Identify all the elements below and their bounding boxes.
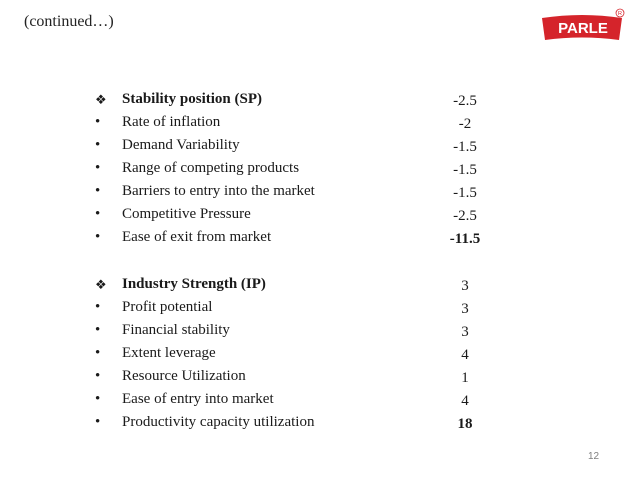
- item-label: Productivity capacity utilization: [122, 414, 315, 430]
- list-item: [95, 365, 515, 388]
- page-number: 12: [588, 451, 600, 462]
- item-label: Ease of entry into market: [122, 391, 274, 407]
- item-value: 1: [461, 370, 469, 386]
- item-label: Ease of exit from market: [122, 229, 272, 245]
- list-item: [95, 226, 515, 249]
- item-label: Demand Variability: [122, 137, 240, 153]
- item-value: 4: [461, 393, 469, 409]
- list-item: [95, 134, 515, 157]
- total-value: -11.5: [449, 231, 481, 247]
- list-item: [95, 203, 515, 226]
- item-value: 3: [461, 301, 469, 317]
- section-heading-stability: [95, 88, 515, 111]
- bullet-icon: •: [95, 137, 101, 153]
- list-item: [95, 388, 515, 411]
- diamond-bullet-icon: ❖: [95, 92, 107, 107]
- section-heading-industry: [95, 273, 515, 296]
- parle-logo: [539, 8, 625, 45]
- section-spacer: [95, 249, 515, 273]
- bullet-icon: •: [95, 322, 101, 338]
- item-label: Profit potential: [122, 299, 213, 315]
- diamond-bullet-icon: ❖: [95, 277, 107, 292]
- bullet-icon: •: [95, 160, 101, 176]
- bullet-icon: •: [95, 183, 101, 199]
- item-value: -2: [458, 116, 472, 132]
- item-label: Competitive Pressure: [122, 206, 251, 222]
- item-value: -1.5: [453, 185, 477, 201]
- list-item: [95, 111, 515, 134]
- item-label: Extent leverage: [122, 345, 216, 361]
- list-item: [95, 296, 515, 319]
- registered-mark: R: [618, 11, 622, 17]
- section-value: -2.5: [453, 93, 477, 109]
- item-label: Resource Utilization: [122, 368, 246, 384]
- item-value: 3: [461, 324, 469, 340]
- bullet-icon: •: [95, 229, 101, 245]
- factor-list: [95, 88, 515, 434]
- section-value: 3: [461, 278, 469, 294]
- item-value: -2.5: [453, 208, 477, 224]
- item-value: -1.5: [453, 162, 477, 178]
- item-label: Range of competing products: [122, 160, 300, 176]
- bullet-icon: •: [95, 114, 101, 130]
- item-value: -1.5: [453, 139, 477, 155]
- item-label: Financial stability: [122, 322, 230, 338]
- list-item: [95, 342, 515, 365]
- logo-text: PARLE: [558, 20, 608, 37]
- bullet-icon: •: [95, 299, 101, 315]
- list-item: [95, 157, 515, 180]
- item-label: Rate of inflation: [122, 114, 221, 130]
- section-title: Industry Strength (IP): [122, 276, 266, 292]
- list-item: [95, 411, 515, 434]
- item-label: Barriers to entry into the market: [122, 183, 315, 199]
- bullet-icon: •: [95, 345, 101, 361]
- bullet-icon: •: [95, 414, 101, 430]
- item-value: 4: [461, 347, 469, 363]
- total-value: 18: [457, 416, 473, 432]
- continued-label: (continued…): [24, 13, 114, 30]
- section-title: Stability position (SP): [122, 91, 263, 107]
- list-item: [95, 180, 515, 203]
- list-item: [95, 319, 515, 342]
- bullet-icon: •: [95, 391, 101, 407]
- bullet-icon: •: [95, 368, 101, 384]
- bullet-icon: •: [95, 206, 101, 222]
